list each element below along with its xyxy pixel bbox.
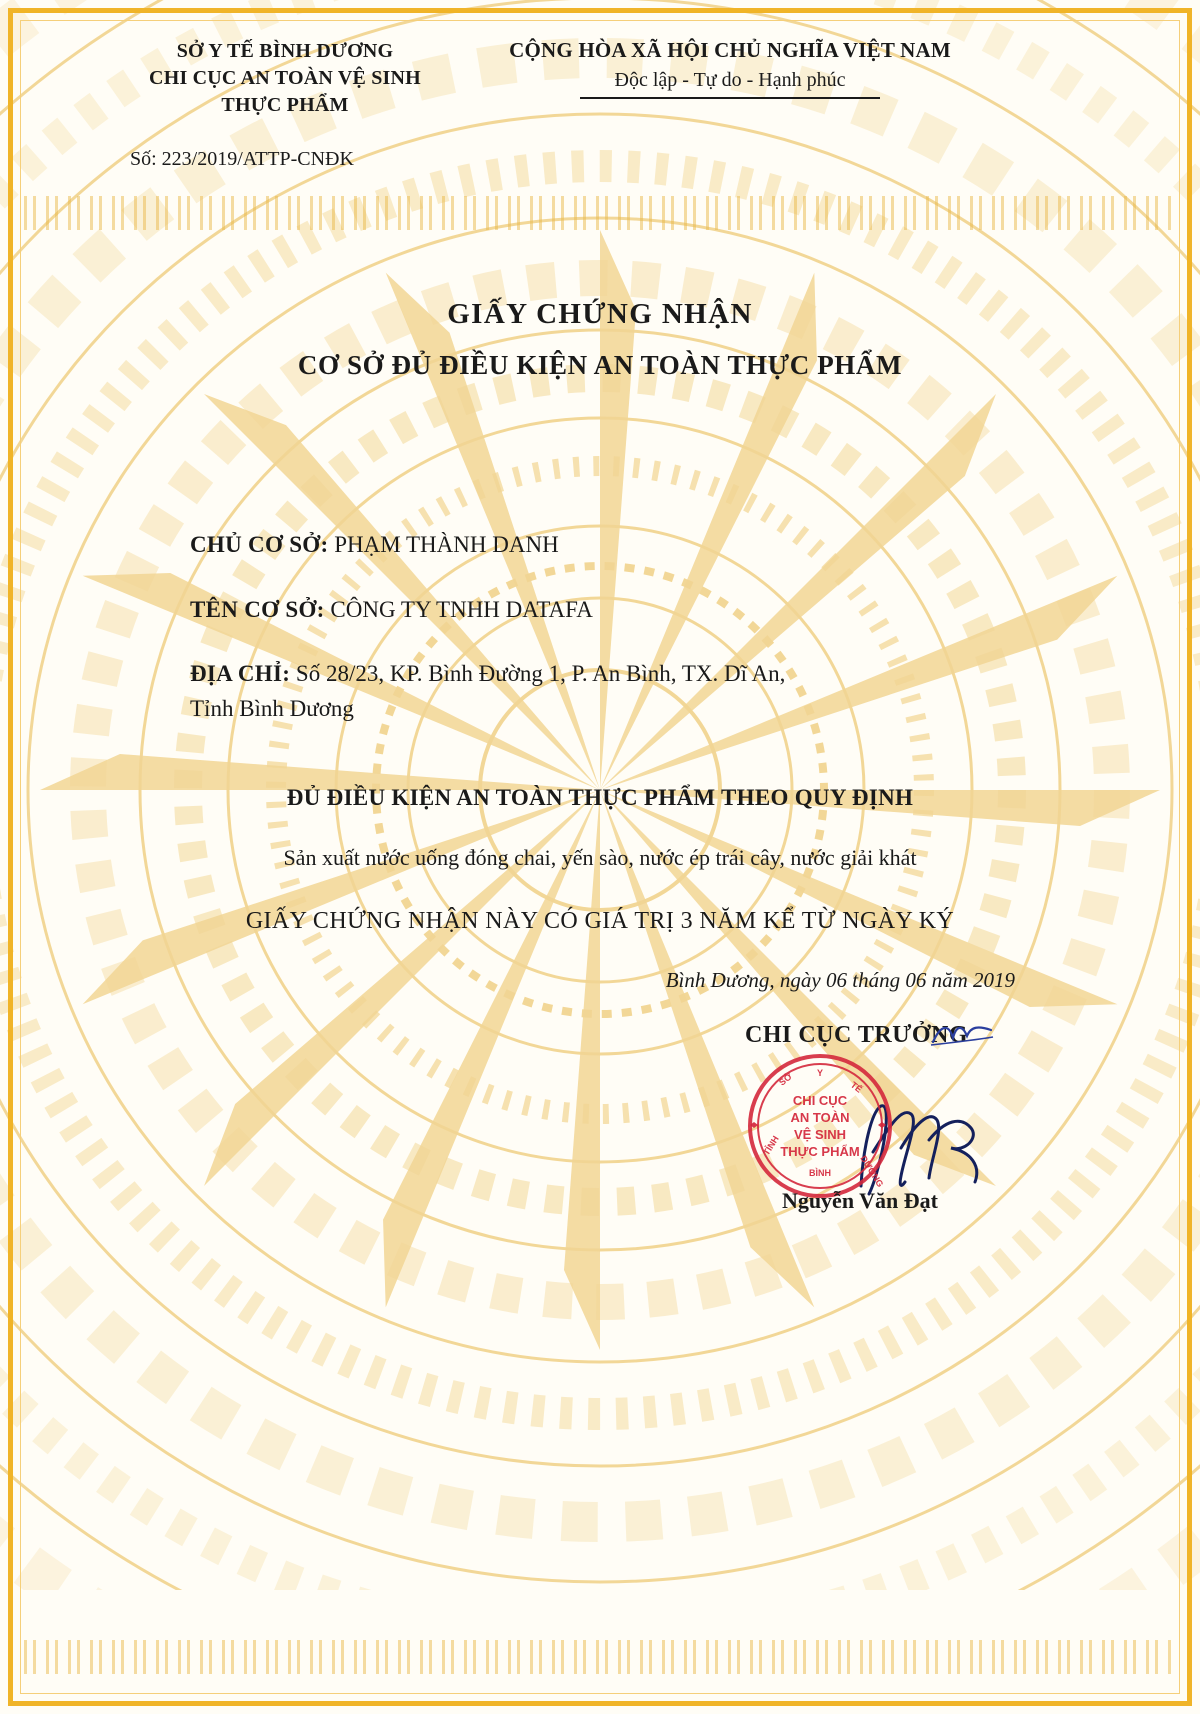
seal-top-left: SỞ: [777, 1071, 795, 1088]
facility-value: CÔNG TY TNHH DATAFA: [330, 596, 593, 622]
seal-line-4: THỰC PHẨM: [780, 1144, 860, 1159]
qualification-statement: ĐỦ ĐIỀU KIỆN AN TOÀN THỰC PHẨM THEO QUY ĐỊNH: [286, 785, 914, 810]
seal-top-right: TẾ: [848, 1079, 864, 1095]
motto-underline: [580, 97, 880, 99]
signer-name: Nguyễn Văn Đạt: [781, 1188, 938, 1213]
seal-arc-right: DƯƠNG: [858, 1153, 886, 1189]
seal-line-3: VỆ SINH: [793, 1127, 847, 1142]
scope-statement: Sản xuất nước uống đóng chai, yến sào, nước ép trái cây, nước giải khát: [283, 845, 917, 870]
nation-title: CỘNG HÒA XÃ HỘI CHỦ NGHĨA VIỆT NAM: [509, 38, 951, 62]
page-subtitle: CƠ SỞ ĐỦ ĐIỀU KIỆN AN TOÀN THỰC PHẨM: [297, 350, 903, 380]
national-heading: [450, 38, 1010, 119]
organization-line-2: CHI CỤC AN TOÀN VỆ SINH: [149, 67, 421, 89]
owner-value: PHẠM THÀNH DANH: [334, 532, 559, 557]
seal-line-2: AN TOÀN: [790, 1110, 850, 1125]
organization-line-1: SỞ Y TẾ BÌNH DƯƠNG: [176, 40, 394, 62]
facility-row: [190, 593, 1080, 628]
place-and-date: Bình Dương, ngày 06 tháng 06 năm 2019: [665, 968, 1015, 992]
certificate-fields: [190, 528, 1080, 748]
facility-label: TÊN CƠ SỞ:: [190, 596, 325, 622]
address-value-line2: Tỉnh Bình Dương: [190, 695, 354, 721]
document-header: [0, 38, 1200, 119]
address-value: Số 28/23, KP. Bình Đường 1, P. An Bình, TX. Dĩ An,: [295, 661, 786, 686]
validity-statement: GIẤY CHỨNG NHẬN NÀY CÓ GIÁ TRỊ 3 NĂM KỂ TỪ NGÀY KÝ: [245, 908, 955, 934]
organization-line-3: THỰC PHẨM: [221, 94, 349, 116]
seal-top-center: Y: [817, 1068, 824, 1078]
document-number: Số: 223/2019/ATTP-CNĐK: [130, 148, 354, 170]
address-label: ĐỊA CHỈ:: [190, 661, 291, 686]
seal-arc-left: TỈNH: [761, 1133, 781, 1158]
owner-label: CHỦ CƠ SỞ:: [190, 532, 329, 557]
page-title: GIẤY CHỨNG NHẬN: [447, 298, 753, 330]
seal-arc-bottom: BÌNH: [809, 1168, 831, 1178]
seal-line-1: CHI CỤC: [792, 1093, 848, 1108]
address-row: [190, 657, 1080, 726]
owner-row: [190, 528, 1080, 563]
nation-motto: Độc lập - Tự do - Hạnh phúc: [614, 69, 846, 91]
issuing-organization: [120, 38, 450, 119]
signer-title: CHI CỤC TRƯỞNG: [744, 1022, 968, 1048]
